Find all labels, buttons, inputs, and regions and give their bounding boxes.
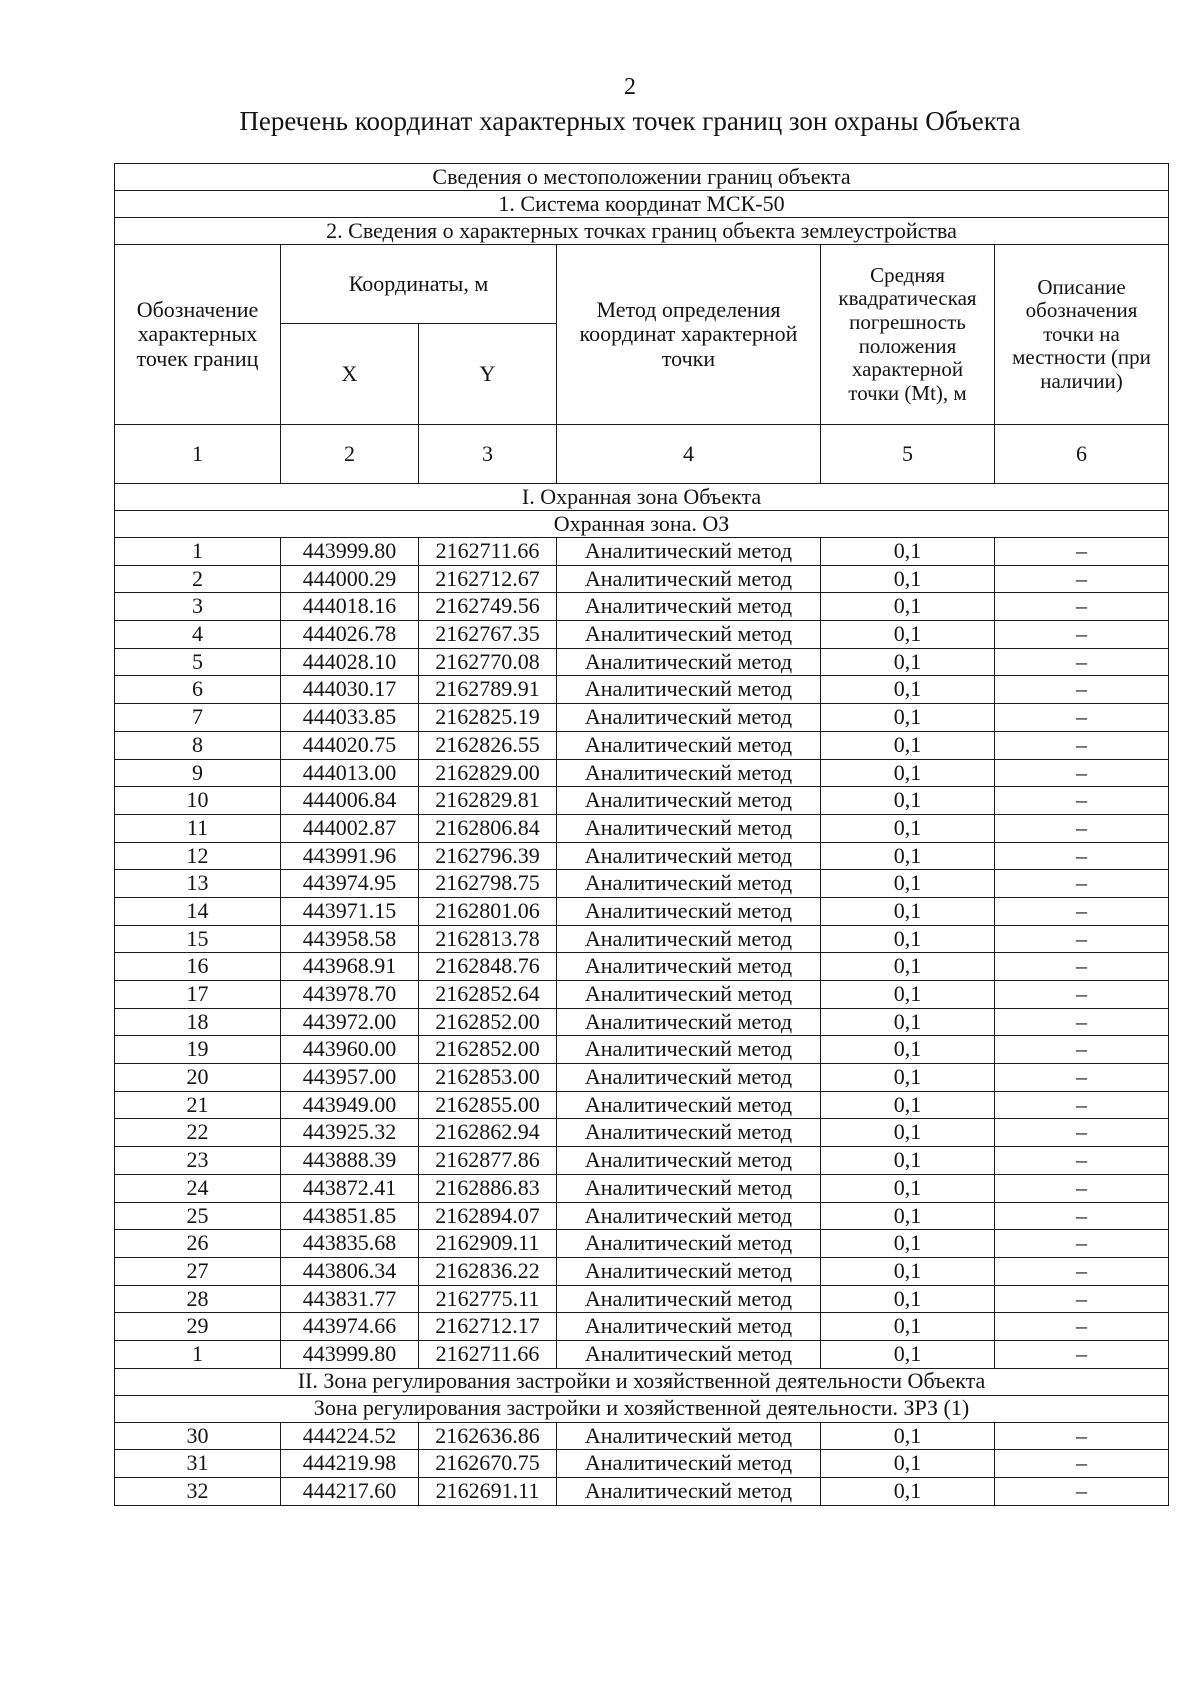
table-row [115, 1119, 1169, 1147]
point-number-cell: 6 [115, 676, 281, 704]
header-error: Средняя квадратическая погрешность положения характерной точки (Mt), м [821, 245, 995, 425]
error-cell: 0,1 [821, 925, 995, 953]
x-coordinate-cell: 443968.91 [281, 953, 419, 981]
x-coordinate-cell: 444217.60 [281, 1478, 419, 1506]
x-coordinate-cell: 443872.41 [281, 1174, 419, 1202]
x-coordinate-cell: 443957.00 [281, 1064, 419, 1092]
point-number-cell: 9 [115, 759, 281, 787]
point-number-cell: 27 [115, 1257, 281, 1285]
table-row [115, 1422, 1169, 1450]
page-title: Перечень координат характерных точек границ зон охраны Объекта [239, 106, 1021, 136]
x-coordinate-cell: 443999.80 [281, 538, 419, 566]
x-coordinate-cell: 443974.95 [281, 870, 419, 898]
x-coordinate-cell: 443958.58 [281, 925, 419, 953]
method-cell: Аналитический метод [557, 1285, 821, 1313]
error-cell: 0,1 [821, 538, 995, 566]
error-cell: 0,1 [821, 1202, 995, 1230]
method-cell: Аналитический метод [557, 925, 821, 953]
description-cell: – [995, 1147, 1169, 1175]
error-cell: 0,1 [821, 1340, 995, 1368]
error-cell: 0,1 [821, 621, 995, 649]
x-coordinate-cell: 444033.85 [281, 704, 419, 732]
description-cell: – [995, 648, 1169, 676]
y-coordinate-cell: 2162853.00 [419, 1064, 557, 1092]
method-cell: Аналитический метод [557, 1313, 821, 1341]
x-coordinate-cell: 443949.00 [281, 1091, 419, 1119]
method-cell: Аналитический метод [557, 1091, 821, 1119]
x-coordinate-cell: 444013.00 [281, 759, 419, 787]
point-number-cell: 18 [115, 1008, 281, 1036]
method-cell: Аналитический метод [557, 1450, 821, 1478]
method-cell: Аналитический метод [557, 731, 821, 759]
y-coordinate-cell: 2162691.11 [419, 1478, 557, 1506]
x-coordinate-cell: 444028.10 [281, 648, 419, 676]
description-cell: – [995, 870, 1169, 898]
y-coordinate-cell: 2162775.11 [419, 1285, 557, 1313]
header-y: Y [419, 324, 557, 425]
table-row [115, 759, 1169, 787]
y-coordinate-cell: 2162770.08 [419, 648, 557, 676]
method-cell: Аналитический метод [557, 1478, 821, 1506]
y-coordinate-cell: 2162825.19 [419, 704, 557, 732]
description-cell: – [995, 897, 1169, 925]
x-coordinate-cell: 443960.00 [281, 1036, 419, 1064]
header-point-designation: Обозначение характерных точек границ [115, 245, 281, 425]
description-cell: – [995, 1257, 1169, 1285]
method-cell: Аналитический метод [557, 676, 821, 704]
point-number-cell: 26 [115, 1230, 281, 1258]
error-cell: 0,1 [821, 1036, 995, 1064]
y-coordinate-cell: 2162829.00 [419, 759, 557, 787]
error-cell: 0,1 [821, 1313, 995, 1341]
y-coordinate-cell: 2162855.00 [419, 1091, 557, 1119]
error-cell: 0,1 [821, 704, 995, 732]
y-coordinate-cell: 2162798.75 [419, 870, 557, 898]
description-cell: – [995, 621, 1169, 649]
x-coordinate-cell: 444000.29 [281, 565, 419, 593]
y-coordinate-cell: 2162670.75 [419, 1450, 557, 1478]
point-number-cell: 17 [115, 981, 281, 1009]
table-row [115, 1174, 1169, 1202]
table-row [115, 814, 1169, 842]
description-cell: – [995, 1174, 1169, 1202]
y-coordinate-cell: 2162749.56 [419, 593, 557, 621]
description-cell: – [995, 565, 1169, 593]
table-row [115, 1257, 1169, 1285]
coordinates-table [114, 163, 1169, 1506]
description-cell: – [995, 1422, 1169, 1450]
point-number-cell: 14 [115, 897, 281, 925]
point-number-cell: 11 [115, 814, 281, 842]
table-row [115, 1478, 1169, 1506]
description-cell: – [995, 1119, 1169, 1147]
description-cell: – [995, 1450, 1169, 1478]
x-coordinate-cell: 444006.84 [281, 787, 419, 815]
error-cell: 0,1 [821, 1285, 995, 1313]
y-coordinate-cell: 2162852.64 [419, 981, 557, 1009]
description-cell: – [995, 953, 1169, 981]
y-coordinate-cell: 2162848.76 [419, 953, 557, 981]
table-row [115, 925, 1169, 953]
x-coordinate-cell: 444224.52 [281, 1422, 419, 1450]
point-number-cell: 8 [115, 731, 281, 759]
error-cell: 0,1 [821, 787, 995, 815]
error-cell: 0,1 [821, 648, 995, 676]
description-cell: – [995, 1091, 1169, 1119]
table-row [115, 953, 1169, 981]
description-cell: – [995, 1285, 1169, 1313]
table-row [115, 538, 1169, 566]
error-cell: 0,1 [821, 1257, 995, 1285]
description-cell: – [995, 593, 1169, 621]
description-cell: – [995, 704, 1169, 732]
x-coordinate-cell: 443835.68 [281, 1230, 419, 1258]
table-row [115, 1036, 1169, 1064]
method-cell: Аналитический метод [557, 1230, 821, 1258]
section-title: I. Охранная зона Объекта [115, 484, 1169, 511]
method-cell: Аналитический метод [557, 1174, 821, 1202]
method-cell: Аналитический метод [557, 842, 821, 870]
method-cell: Аналитический метод [557, 814, 821, 842]
point-number-cell: 21 [115, 1091, 281, 1119]
page-number: 2 [624, 74, 636, 100]
error-cell: 0,1 [821, 1450, 995, 1478]
section-title: II. Зона регулирования застройки и хозяйственной деятельности Объекта [115, 1368, 1169, 1395]
error-cell: 0,1 [821, 1230, 995, 1258]
method-cell: Аналитический метод [557, 1257, 821, 1285]
point-number-cell: 5 [115, 648, 281, 676]
x-coordinate-cell: 444219.98 [281, 1450, 419, 1478]
description-cell: – [995, 1340, 1169, 1368]
description-cell: – [995, 981, 1169, 1009]
y-coordinate-cell: 2162886.83 [419, 1174, 557, 1202]
description-cell: – [995, 1230, 1169, 1258]
x-coordinate-cell: 444002.87 [281, 814, 419, 842]
method-cell: Аналитический метод [557, 1036, 821, 1064]
x-coordinate-cell: 443978.70 [281, 981, 419, 1009]
description-cell: – [995, 538, 1169, 566]
method-cell: Аналитический метод [557, 704, 821, 732]
point-number-cell: 19 [115, 1036, 281, 1064]
x-coordinate-cell: 443806.34 [281, 1257, 419, 1285]
header-x: X [281, 324, 419, 425]
table-row [115, 593, 1169, 621]
y-coordinate-cell: 2162836.22 [419, 1257, 557, 1285]
error-cell: 0,1 [821, 842, 995, 870]
table-row [115, 1008, 1169, 1036]
table-row [115, 731, 1169, 759]
table-row [115, 1450, 1169, 1478]
method-cell: Аналитический метод [557, 621, 821, 649]
error-cell: 0,1 [821, 731, 995, 759]
method-cell: Аналитический метод [557, 981, 821, 1009]
error-cell: 0,1 [821, 1478, 995, 1506]
error-cell: 0,1 [821, 1422, 995, 1450]
point-number-cell: 1 [115, 538, 281, 566]
y-coordinate-cell: 2162909.11 [419, 1230, 557, 1258]
point-number-cell: 23 [115, 1147, 281, 1175]
x-coordinate-cell: 443925.32 [281, 1119, 419, 1147]
x-coordinate-cell: 443888.39 [281, 1147, 419, 1175]
point-number-cell: 13 [115, 870, 281, 898]
table-row [115, 565, 1169, 593]
y-coordinate-cell: 2162852.00 [419, 1036, 557, 1064]
x-coordinate-cell: 444018.16 [281, 593, 419, 621]
point-number-cell: 1 [115, 1340, 281, 1368]
method-cell: Аналитический метод [557, 787, 821, 815]
y-coordinate-cell: 2162711.66 [419, 538, 557, 566]
x-coordinate-cell: 443972.00 [281, 1008, 419, 1036]
error-cell: 0,1 [821, 981, 995, 1009]
method-cell: Аналитический метод [557, 1008, 821, 1036]
point-number-cell: 28 [115, 1285, 281, 1313]
column-number: 4 [557, 425, 821, 484]
point-number-cell: 25 [115, 1202, 281, 1230]
error-cell: 0,1 [821, 676, 995, 704]
caption-location: Сведения о местоположении границ объекта [115, 164, 1169, 191]
description-cell: – [995, 925, 1169, 953]
x-coordinate-cell: 443851.85 [281, 1202, 419, 1230]
x-coordinate-cell: 444026.78 [281, 621, 419, 649]
table-row [115, 1147, 1169, 1175]
point-number-cell: 29 [115, 1313, 281, 1341]
error-cell: 0,1 [821, 1064, 995, 1092]
section-subtitle: Охранная зона. ОЗ [115, 511, 1169, 538]
x-coordinate-cell: 443991.96 [281, 842, 419, 870]
point-number-cell: 7 [115, 704, 281, 732]
method-cell: Аналитический метод [557, 1340, 821, 1368]
description-cell: – [995, 1036, 1169, 1064]
point-number-cell: 32 [115, 1478, 281, 1506]
error-cell: 0,1 [821, 1091, 995, 1119]
table-row [115, 1285, 1169, 1313]
table-row [115, 1313, 1169, 1341]
error-cell: 0,1 [821, 1119, 995, 1147]
method-cell: Аналитический метод [557, 565, 821, 593]
header-coordinates: Координаты, м [281, 245, 557, 324]
table-row [115, 704, 1169, 732]
x-coordinate-cell: 444030.17 [281, 676, 419, 704]
method-cell: Аналитический метод [557, 953, 821, 981]
y-coordinate-cell: 2162894.07 [419, 1202, 557, 1230]
method-cell: Аналитический метод [557, 648, 821, 676]
column-number: 3 [419, 425, 557, 484]
table-row [115, 1230, 1169, 1258]
error-cell: 0,1 [821, 953, 995, 981]
y-coordinate-cell: 2162767.35 [419, 621, 557, 649]
method-cell: Аналитический метод [557, 897, 821, 925]
method-cell: Аналитический метод [557, 538, 821, 566]
method-cell: Аналитический метод [557, 1202, 821, 1230]
x-coordinate-cell: 443999.80 [281, 1340, 419, 1368]
header-method: Метод определения координат характерной точки [557, 245, 821, 425]
x-coordinate-cell: 443831.77 [281, 1285, 419, 1313]
method-cell: Аналитический метод [557, 1064, 821, 1092]
y-coordinate-cell: 2162796.39 [419, 842, 557, 870]
method-cell: Аналитический метод [557, 759, 821, 787]
y-coordinate-cell: 2162801.06 [419, 897, 557, 925]
point-number-cell: 24 [115, 1174, 281, 1202]
error-cell: 0,1 [821, 1147, 995, 1175]
y-coordinate-cell: 2162712.67 [419, 565, 557, 593]
method-cell: Аналитический метод [557, 870, 821, 898]
method-cell: Аналитический метод [557, 1119, 821, 1147]
point-number-cell: 30 [115, 1422, 281, 1450]
method-cell: Аналитический метод [557, 1422, 821, 1450]
point-number-cell: 3 [115, 593, 281, 621]
point-number-cell: 12 [115, 842, 281, 870]
y-coordinate-cell: 2162852.00 [419, 1008, 557, 1036]
point-number-cell: 15 [115, 925, 281, 953]
y-coordinate-cell: 2162862.94 [419, 1119, 557, 1147]
table-row [115, 981, 1169, 1009]
table-row [115, 897, 1169, 925]
y-coordinate-cell: 2162826.55 [419, 731, 557, 759]
error-cell: 0,1 [821, 593, 995, 621]
error-cell: 0,1 [821, 565, 995, 593]
description-cell: – [995, 1008, 1169, 1036]
y-coordinate-cell: 2162789.91 [419, 676, 557, 704]
description-cell: – [995, 1064, 1169, 1092]
column-number: 2 [281, 425, 419, 484]
error-cell: 0,1 [821, 1008, 995, 1036]
error-cell: 0,1 [821, 814, 995, 842]
section-subtitle: Зона регулирования застройки и хозяйственной деятельности. ЗРЗ (1) [115, 1395, 1169, 1422]
y-coordinate-cell: 2162636.86 [419, 1422, 557, 1450]
table-row [115, 1202, 1169, 1230]
point-number-cell: 20 [115, 1064, 281, 1092]
description-cell: – [995, 1478, 1169, 1506]
point-number-cell: 22 [115, 1119, 281, 1147]
table-row [115, 870, 1169, 898]
x-coordinate-cell: 444020.75 [281, 731, 419, 759]
description-cell: – [995, 842, 1169, 870]
column-number: 5 [821, 425, 995, 484]
y-coordinate-cell: 2162711.66 [419, 1340, 557, 1368]
table-row [115, 676, 1169, 704]
description-cell: – [995, 787, 1169, 815]
x-coordinate-cell: 443971.15 [281, 897, 419, 925]
table-row [115, 842, 1169, 870]
description-cell: – [995, 1202, 1169, 1230]
method-cell: Аналитический метод [557, 593, 821, 621]
caption-boundary-points: 2. Сведения о характерных точках границ объекта землеустройства [115, 218, 1169, 245]
caption-coordinate-system: 1. Система координат МСК-50 [115, 191, 1169, 218]
method-cell: Аналитический метод [557, 1147, 821, 1175]
table-row [115, 787, 1169, 815]
table-row [115, 1091, 1169, 1119]
error-cell: 0,1 [821, 759, 995, 787]
point-number-cell: 10 [115, 787, 281, 815]
point-number-cell: 2 [115, 565, 281, 593]
table-row [115, 1340, 1169, 1368]
description-cell: – [995, 759, 1169, 787]
error-cell: 0,1 [821, 870, 995, 898]
description-cell: – [995, 731, 1169, 759]
description-cell: – [995, 814, 1169, 842]
error-cell: 0,1 [821, 897, 995, 925]
header-description: Описание обозначения точки на местности (при наличии) [995, 245, 1169, 425]
column-number: 6 [995, 425, 1169, 484]
y-coordinate-cell: 2162712.17 [419, 1313, 557, 1341]
table-row [115, 621, 1169, 649]
point-number-cell: 31 [115, 1450, 281, 1478]
y-coordinate-cell: 2162806.84 [419, 814, 557, 842]
point-number-cell: 16 [115, 953, 281, 981]
description-cell: – [995, 676, 1169, 704]
column-number: 1 [115, 425, 281, 484]
table-row [115, 648, 1169, 676]
x-coordinate-cell: 443974.66 [281, 1313, 419, 1341]
y-coordinate-cell: 2162813.78 [419, 925, 557, 953]
table-row [115, 1064, 1169, 1092]
point-number-cell: 4 [115, 621, 281, 649]
y-coordinate-cell: 2162877.86 [419, 1147, 557, 1175]
error-cell: 0,1 [821, 1174, 995, 1202]
description-cell: – [995, 1313, 1169, 1341]
y-coordinate-cell: 2162829.81 [419, 787, 557, 815]
